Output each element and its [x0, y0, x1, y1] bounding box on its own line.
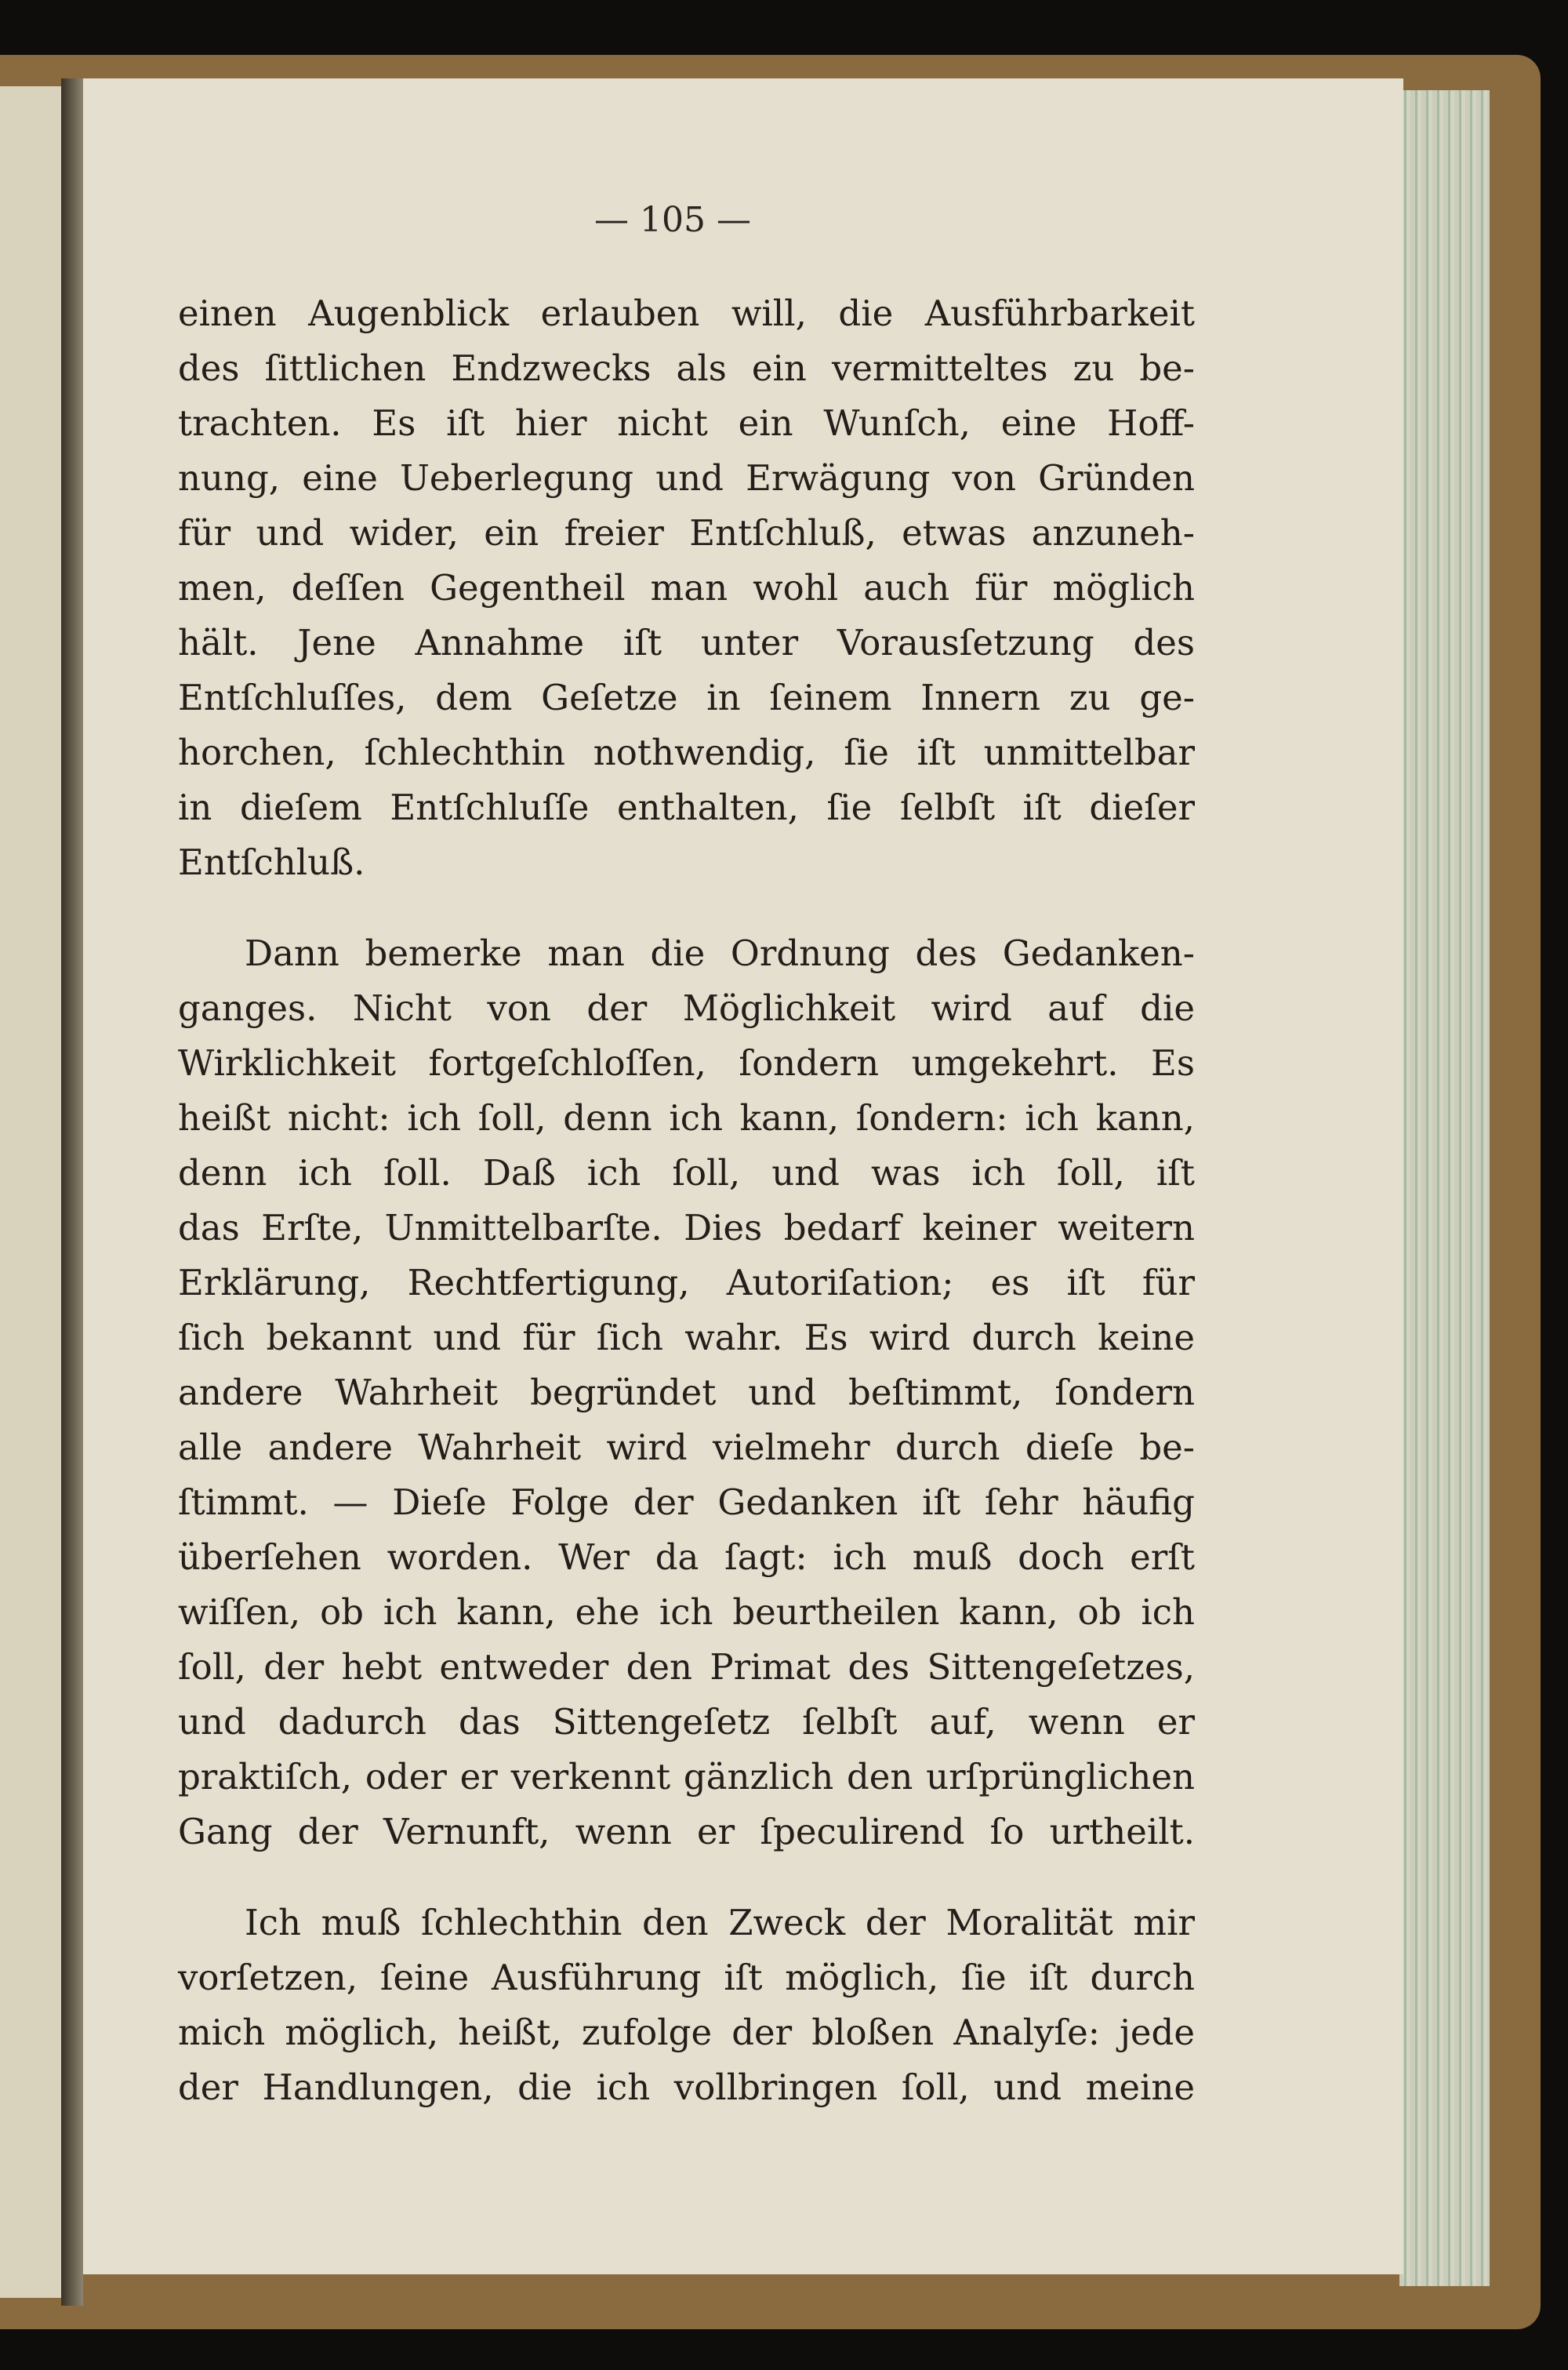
text-line: ganges. Nicht von der Möglichkeit wird auf die — [178, 987, 1195, 1029]
text-line: und dadurch das Sittengeſetz ſelbſt auf, wenn er — [178, 1701, 1195, 1743]
text-line: nung, eine Ueberlegung und Erwägung von Gründen — [178, 457, 1195, 499]
book-gutter — [61, 78, 83, 2306]
text-line: trachten. Es iſt hier nicht ein Wunſch, eine Hoff- — [178, 402, 1195, 444]
text-line: Gang der Vernunft, wenn er ſpeculirend ſo urtheilt. — [178, 1811, 1195, 1852]
text-line: hält. Jene Annahme iſt unter Vorausſetzung des — [178, 622, 1195, 663]
text-line: überſehen worden. Wer da ſagt: ich muß doch erſt — [178, 1536, 1195, 1578]
text-line: vorſetzen, ſeine Ausführung iſt möglich, ſie iſt durch — [178, 1957, 1195, 1998]
text-line: Dann bemerke man die Ordnung des Gedanken- — [245, 932, 1195, 974]
text-line: für und wider, ein freier Entſchluß, etwas anzuneh- — [178, 512, 1195, 554]
text-line: heißt nicht: ich ſoll, denn ich kann, ſondern: ich kann, — [178, 1097, 1195, 1139]
text-line: ſoll, der hebt entweder den Primat des Sittengeſetzes, — [178, 1646, 1195, 1688]
text-line: Ich muß ſchlechthin den Zweck der Moralität mir — [245, 1902, 1195, 1943]
text-line: alle andere Wahrheit wird vielmehr durch dieſe be- — [178, 1427, 1195, 1468]
text-line: wiſſen, ob ich kann, ehe ich beurtheilen kann, ob ich — [178, 1591, 1195, 1633]
text-line: mich möglich, heißt, zufolge der bloßen Analyſe: jede — [178, 2012, 1195, 2053]
text-line: Entſchluſſes, dem Geſetze in ſeinem Innern zu ge- — [178, 677, 1195, 718]
text-line: Wirklichkeit fortgeſchloſſen, ſondern umgekehrt. Es — [178, 1042, 1195, 1084]
text-line: andere Wahrheit begründet und beſtimmt, ſondern — [178, 1372, 1195, 1413]
text-line: das Erſte, Unmittelbarſte. Dies bedarf keiner weitern — [178, 1207, 1195, 1249]
previous-page-edge — [0, 86, 61, 2298]
text-line: denn ich ſoll. Daß ich ſoll, und was ich ſoll, iſt — [178, 1152, 1195, 1194]
text-line: der Handlungen, die ich vollbringen ſoll, und meine — [178, 2066, 1195, 2108]
text-line: einen Augenblick erlauben will, die Ausführbarkeit — [178, 293, 1195, 334]
page-body — [178, 286, 1195, 2151]
text-line: Entſchluß. — [178, 841, 365, 883]
text-line: Erklärung, Rechtfertigung, Autoriſation; es iſt für — [178, 1262, 1195, 1303]
page-edges — [1399, 90, 1490, 2286]
text-line: horchen, ſchlechthin nothwendig, ſie iſt unmittelbar — [178, 732, 1195, 773]
text-line: des ſittlichen Endzwecks als ein vermitteltes zu be- — [178, 347, 1195, 389]
text-line: ſtimmt. — Dieſe Folge der Gedanken iſt ſehr häufig — [178, 1481, 1195, 1523]
text-line: in dieſem Entſchluſſe enthalten, ſie ſelbſt iſt dieſer — [178, 787, 1195, 828]
text-line: praktiſch, oder er verkennt gänzlich den urſprünglichen — [178, 1756, 1195, 1797]
paragraph-2 — [178, 926, 1195, 1859]
text-line: ſich bekannt und für ſich wahr. Es wird durch keine — [178, 1317, 1195, 1358]
paragraph-1 — [178, 286, 1195, 890]
page-number: — 105 — — [594, 200, 751, 240]
text-line: men, deſſen Gegentheil man wohl auch für möglich — [178, 567, 1195, 609]
paragraph-3 — [178, 1896, 1195, 2115]
